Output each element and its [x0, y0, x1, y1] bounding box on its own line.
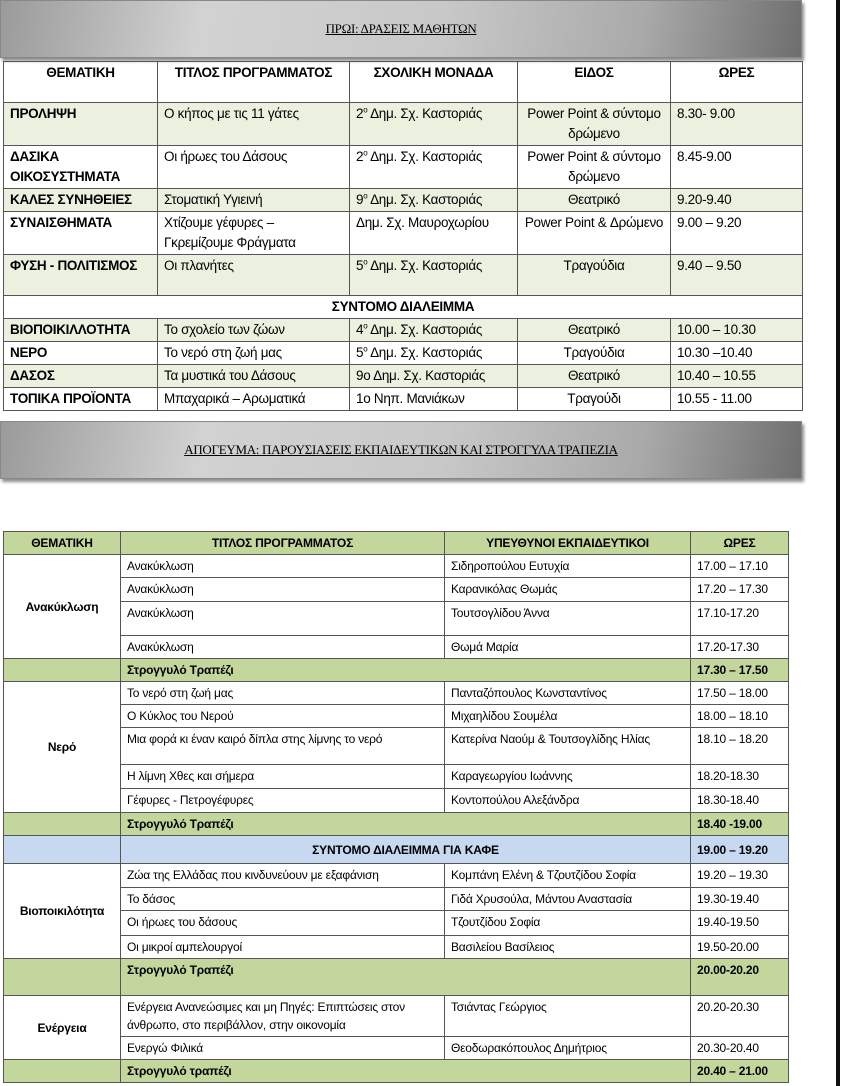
roundtable-row — [4, 659, 789, 682]
column-header: ΘΕΜΑΤΙΚΗ — [4, 62, 158, 103]
teachers-cell: Γιδά Χρυσούλα, Μάντου Αναστασία — [445, 888, 691, 911]
table-row — [4, 255, 803, 296]
table-row — [4, 388, 803, 411]
title-cell: Ανακύκλωση — [121, 578, 445, 602]
title-cell: Ανακύκλωση — [121, 636, 445, 659]
roundtable-hours: 20.40 – 21.00 — [691, 1060, 789, 1083]
school-cell — [350, 255, 518, 296]
table-row — [4, 728, 789, 765]
school-number: 2 — [356, 149, 364, 164]
teachers-cell: Θωμά Μαρία — [445, 636, 691, 659]
school-ordinal: ο — [363, 105, 368, 115]
school-name: Δημ. Σχ. Καστοριάς — [367, 192, 483, 207]
title-cell: Ενεργώ Φιλικά — [121, 1037, 445, 1060]
title-cell: Το νερό στη ζωή μας — [158, 342, 350, 365]
hours-cell: 19.30-19.40 — [691, 888, 789, 911]
teachers-cell: Κατερίνα Ναούμ & Τουτσογλίδης Ηλίας — [445, 728, 691, 765]
type-cell: Power Point & Δρώμενο — [518, 212, 671, 255]
hours-cell: 17.50 – 18.00 — [691, 682, 789, 705]
afternoon-banner — [0, 421, 802, 479]
teachers-cell: Μιχαηλίδου Σουμέλα — [445, 705, 691, 728]
table-row — [4, 682, 789, 705]
hours-cell: 9.20-9.40 — [671, 189, 803, 212]
school-cell — [350, 365, 518, 388]
roundtable-label: Στρογγυλό Τραπέζι — [121, 959, 691, 996]
teachers-cell: Πανταζόπουλος Κωνσταντίνος — [445, 682, 691, 705]
school-number: 5 — [356, 345, 364, 360]
column-header: ΤΙΤΛΟΣ ΠΡΟΓΡΑΜΜΑΤΟΣ — [158, 62, 350, 103]
morning-banner — [0, 0, 802, 58]
theme-cell: ΚΑΛΕΣ ΣΥΝΗΘΕΙΕΣ — [4, 189, 158, 212]
teachers-cell: Σιδηροπούλου Ευτυχία — [445, 555, 691, 578]
column-header: ΕΙΔΟΣ — [518, 62, 671, 103]
theme-cell: ΣΥΝΑΙΣΘΗΜΑΤΑ — [4, 212, 158, 255]
break-row — [4, 296, 803, 319]
hours-cell: 18.30-18.40 — [691, 789, 789, 813]
empty-cell — [4, 659, 121, 682]
title-cell: Ανακύκλωση — [121, 555, 445, 578]
title-cell: Το σχολείο των ζώων — [158, 319, 350, 342]
morning-banner-title: ΠΡΩΙ: ΔΡΑΣΕΙΣ ΜΑΘΗΤΩΝ — [325, 21, 477, 36]
type-cell: Θεατρικό — [518, 189, 671, 212]
roundtable-hours: 20.00-20.20 — [691, 959, 789, 996]
empty-cell — [4, 959, 121, 996]
hours-cell: 19.50-20.00 — [691, 936, 789, 959]
roundtable-row — [4, 959, 789, 996]
teachers-cell: Τουτσογλίδου Άννα — [445, 602, 691, 636]
table-row — [4, 189, 803, 212]
hours-cell: 10.30 –10.40 — [671, 342, 803, 365]
school-name: 1ο Νηπ. Μανιάκων — [356, 391, 465, 406]
table-row — [4, 888, 789, 911]
hours-cell: 20.20-20.30 — [691, 996, 789, 1037]
column-header: ΩΡΕΣ — [691, 532, 789, 555]
empty-cell — [4, 836, 121, 864]
empty-cell — [4, 813, 121, 836]
roundtable-row — [4, 813, 789, 836]
theme-cell: Νερό — [4, 682, 121, 813]
title-cell: Οι μικροί αμπελουργοί — [121, 936, 445, 959]
hours-cell: 17.20-17.30 — [691, 636, 789, 659]
title-cell: Οι ήρωες του δάσους — [121, 911, 445, 936]
school-name: Δημ. Σχ. Καστοριάς — [367, 322, 483, 337]
title-cell: Ζώα της Ελλάδας που κινδυνεύουν με εξαφάνιση — [121, 864, 445, 888]
type-cell: Τραγούδι — [518, 388, 671, 411]
table-row — [4, 864, 789, 888]
hours-cell: 19.20 – 19.30 — [691, 864, 789, 888]
teachers-cell: Τζουτζίδου Σοφία — [445, 911, 691, 936]
theme-cell: ΦΥΣΗ - ΠΟΛΙΤΙΣΜΟΣ — [4, 255, 158, 296]
roundtable-hours: 18.40 -19.00 — [691, 813, 789, 836]
school-number: 2 — [356, 106, 364, 121]
hours-cell: 17.10-17.20 — [691, 602, 789, 636]
theme-cell: ΝΕΡΟ — [4, 342, 158, 365]
theme-cell: ΔΑΣΙΚΑ ΟΙΚΟΣΥΣΤΗΜΑΤΑ — [4, 146, 158, 189]
hours-cell: 17.20 – 17.30 — [691, 578, 789, 602]
title-cell: Μπαχαρικά – Αρωματικά — [158, 388, 350, 411]
school-name: Δημ. Σχ. Μαυροχωρίου — [356, 215, 489, 230]
school-number: 9 — [356, 192, 364, 207]
title-cell: Ανακύκλωση — [121, 602, 445, 636]
school-cell — [350, 146, 518, 189]
title-cell: Ο κήπος με τις 11 γάτες — [158, 103, 350, 146]
school-ordinal: ο — [363, 191, 368, 201]
table-row — [4, 705, 789, 728]
school-cell — [350, 212, 518, 255]
table-row — [4, 996, 789, 1037]
table-row — [4, 212, 803, 255]
theme-cell: ΔΑΣΟΣ — [4, 365, 158, 388]
table-row — [4, 911, 789, 936]
title-cell: Χτίζουμε γέφυρες – Γκρεμίζουμε Φράγματα — [158, 212, 350, 255]
hours-cell: 10.00 – 10.30 — [671, 319, 803, 342]
roundtable-label: Στρογγυλό Τραπέζι — [121, 659, 691, 682]
hours-cell: 8.30- 9.00 — [671, 103, 803, 146]
page-edge-line — [836, 0, 840, 1086]
title-cell: Γέφυρες - Πετρογέφυρες — [121, 789, 445, 813]
school-number: 5 — [356, 258, 364, 273]
title-cell: Το δάσος — [121, 888, 445, 911]
afternoon-banner-title: ΑΠΟΓΕΥΜΑ: ΠΑΡΟΥΣΙΑΣΕΙΣ ΕΚΠΑΙΔΕΥΤΙΚΩΝ ΚΑΙ ΣΤΡΟΓΓΥΛΑ ΤΡΑΠΕΖΙΑ — [184, 442, 618, 457]
school-name: 9ο Δημ. Σχ. Καστοριάς — [356, 368, 486, 383]
roundtable-label: Στρογγυλό Τραπέζι — [121, 813, 691, 836]
school-cell — [350, 388, 518, 411]
roundtable-label: Στρογγυλό τραπέζι — [121, 1060, 691, 1083]
empty-cell — [4, 1060, 121, 1083]
school-cell — [350, 189, 518, 212]
title-cell: Η λίμνη Χθες και σήμερα — [121, 765, 445, 789]
type-cell: Θεατρικό — [518, 365, 671, 388]
title-cell: Μια φορά κι έναν καιρό δίπλα στης λίμνης το νερό — [121, 728, 445, 765]
title-cell: Ο Κύκλος του Νερού — [121, 705, 445, 728]
hours-cell: 18.10 – 18.20 — [691, 728, 789, 765]
table-row — [4, 146, 803, 189]
hours-cell: 9.00 – 9.20 — [671, 212, 803, 255]
roundtable-row — [4, 1060, 789, 1083]
type-cell: Τραγούδια — [518, 342, 671, 365]
title-cell: Ενέργεια Ανανεώσιμες και μη Πηγές: Επιπτώσεις στον άνθρωπο, στο περιβάλλον, στην οικονομία — [121, 996, 445, 1037]
hours-cell: 20.30-20.40 — [691, 1037, 789, 1060]
title-cell: Το νερό στη ζωή μας — [121, 682, 445, 705]
afternoon-schedule-table — [3, 531, 789, 1083]
theme-cell: Βιοποικιλότητα — [4, 864, 121, 959]
table-row — [4, 936, 789, 959]
teachers-cell: Καρανικόλας Θωμάς — [445, 578, 691, 602]
school-ordinal: ο — [363, 148, 368, 158]
table-row — [4, 103, 803, 146]
title-cell: Στοματική Υγιεινή — [158, 189, 350, 212]
teachers-cell: Κοντοπούλου Αλεξάνδρα — [445, 789, 691, 813]
table-row — [4, 1037, 789, 1060]
table-row — [4, 602, 789, 636]
teachers-cell: Τσιάντας Γεώργιος — [445, 996, 691, 1037]
school-cell — [350, 103, 518, 146]
table-row — [4, 342, 803, 365]
hours-cell: 10.40 – 10.55 — [671, 365, 803, 388]
type-cell: Θεατρικό — [518, 319, 671, 342]
table-row — [4, 765, 789, 789]
table-row — [4, 365, 803, 388]
teachers-cell: Θεοδωρακόπουλος Δημήτριος — [445, 1037, 691, 1060]
break-label: ΣΥΝΤΟΜΟ ΔΙΑΛΕΙΜΜΑ — [4, 296, 803, 319]
school-name: Δημ. Σχ. Καστοριάς — [367, 345, 483, 360]
hours-cell: 10.55 - 11.00 — [671, 388, 803, 411]
title-cell: Τα μυστικά του Δάσους — [158, 365, 350, 388]
column-header: ΘΕΜΑΤΙΚΗ — [4, 532, 121, 555]
hours-cell: 17.00 – 17.10 — [691, 555, 789, 578]
column-header: ΩΡΕΣ — [671, 62, 803, 103]
type-cell: Power Point & σύντομο δρώμενο — [518, 103, 671, 146]
school-cell — [350, 342, 518, 365]
table-row — [4, 789, 789, 813]
title-cell: Οι πλανήτες — [158, 255, 350, 296]
morning-schedule-table — [3, 61, 803, 411]
theme-cell: ΒΙΟΠΟΙΚΙΛΛΟΤΗΤΑ — [4, 319, 158, 342]
school-ordinal: ο — [363, 257, 368, 267]
coffee-break-row — [4, 836, 789, 864]
theme-cell: ΤΟΠΙΚΑ ΠΡΟΪΟΝΤΑ — [4, 388, 158, 411]
table-row — [4, 319, 803, 342]
type-cell: Power Point & σύντομο δρώμενο — [518, 146, 671, 189]
table-row — [4, 578, 789, 602]
hours-cell: 18.20-18.30 — [691, 765, 789, 789]
column-header: ΥΠΕΥΘΥΝΟΙ ΕΚΠΑΙΔΕΥΤΙΚΟΙ — [445, 532, 691, 555]
school-ordinal: ο — [363, 321, 368, 331]
school-name: Δημ. Σχ. Καστοριάς — [367, 258, 483, 273]
school-name: Δημ. Σχ. Καστοριάς — [367, 149, 483, 164]
hours-cell: 19.40-19.50 — [691, 911, 789, 936]
school-name: Δημ. Σχ. Καστοριάς — [367, 106, 483, 121]
school-number: 4 — [356, 322, 364, 337]
theme-cell: ΠΡΟΛΗΨΗ — [4, 103, 158, 146]
coffee-break-label: ΣΥΝΤΟΜΟ ΔΙΑΛΕΙΜΜΑ ΓΙΑ ΚΑΦΕ — [121, 836, 691, 864]
hours-cell: 9.40 – 9.50 — [671, 255, 803, 296]
column-header: ΤΙΤΛΟΣ ΠΡΟΓΡΑΜΜΑΤΟΣ — [121, 532, 445, 555]
roundtable-hours: 17.30 – 17.50 — [691, 659, 789, 682]
column-header: ΣΧΟΛΙΚΗ ΜΟΝΑΔΑ — [350, 62, 518, 103]
school-cell — [350, 319, 518, 342]
school-ordinal: ο — [363, 344, 368, 354]
teachers-cell: Βασιλείου Βασίλειος — [445, 936, 691, 959]
teachers-cell: Κομπάνη Ελένη & Τζουτζίδου Σοφία — [445, 864, 691, 888]
table-row — [4, 555, 789, 578]
coffee-break-hours: 19.00 – 19.20 — [691, 836, 789, 864]
theme-cell: Ενέργεια — [4, 996, 121, 1060]
hours-cell: 18.00 – 18.10 — [691, 705, 789, 728]
table-row — [4, 636, 789, 659]
type-cell: Τραγούδια — [518, 255, 671, 296]
hours-cell: 8.45-9.00 — [671, 146, 803, 189]
theme-cell: Ανακύκλωση — [4, 555, 121, 659]
title-cell: Οι ήρωες του Δάσους — [158, 146, 350, 189]
teachers-cell: Καραγεωργίου Ιωάννης — [445, 765, 691, 789]
